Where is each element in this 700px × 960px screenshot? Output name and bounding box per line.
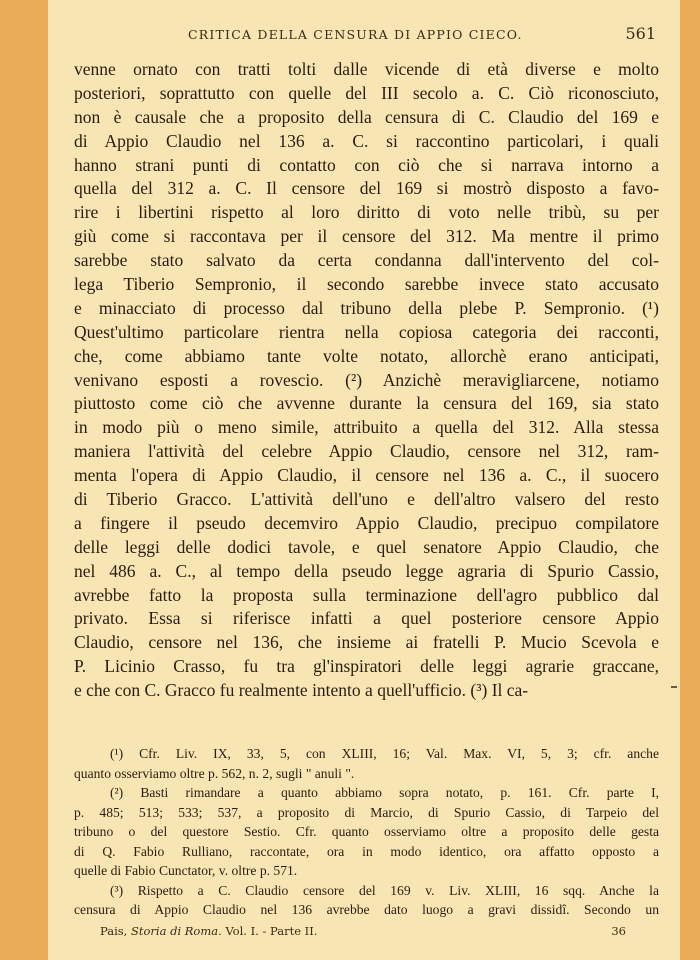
signature-mark: 36 (611, 924, 626, 938)
text-line: a fingere il pseudo decemviro Appio Claudio, precipuo compilatore (74, 512, 659, 533)
footnote-line: quanto osserviamo oltre p. 562, n. 2, sugli " anuli ". (74, 765, 355, 781)
main-text (74, 58, 659, 703)
footnote-line: di Q. Fabio Rulliano, raccontate, ora in modo identico, ora affatto opposto a (74, 843, 659, 859)
footnote-line: quelle di Fabio Cunctator, v. oltre p. 571. (74, 863, 298, 878)
text-line: non è causale che a proposito della censura di C. Claudio del 169 e (74, 106, 659, 127)
footnote-line: (³) Rispetto a C. Claudio censore del 169 v. Liv. XLIII, 16 sqq. Anche la (110, 882, 659, 898)
text-line: avrebbe fatto la proposta sulla terminazione dell'agro pubblico dal (74, 584, 659, 605)
text-line: maniera l'attività del celebre Appio Claudio, censore nel 312, ram- (74, 441, 659, 462)
text-line: Claudio, censore nel 136, che insieme ai fratelli P. Mucio Scevola e (74, 632, 659, 653)
page-number: 561 (625, 24, 656, 43)
text-line: hanno strani punti di contatto con ciò che si narrava intorno a (74, 154, 659, 175)
text-line: venne ornato con tratti tolti dalle vicende di età diverse e molto (74, 59, 659, 79)
footer-author: Pais, (100, 924, 128, 938)
footnote-line: (²) Basti rimandare a quanto abbiamo sopra notato, p. 161. Cfr. parte I, (110, 785, 659, 800)
text-line: in modo più o meno simile, attribuito a quella del 312. Alla stessa (74, 417, 659, 438)
footnote-line: censura di Appio Claudio nel 136 avrebbe dato luogo a gravi dissidî. Secondo un (74, 902, 659, 917)
text-line: di Tiberio Gracco. L'attività dell'uno e dell'altro valsero del resto (74, 489, 659, 510)
text-line: posteriori, soprattutto con quelle del III secolo a. C. Ciò riconosciuto, (74, 82, 659, 103)
text-line: venivano esposti a rovescio. (²) Anzichè meravigliarcene, notiamo (74, 369, 659, 390)
text-line: di Appio Claudio nel 136 a. C. si raccontino particolari, i quali (74, 130, 659, 151)
text-line: menta l'opera di Appio Claudio, il censore nel 136 a. C., il suocero (74, 465, 659, 486)
footnote-line: tribuno o del questore Sestio. Cfr. quanto osserviamo oltre a proposito delle gesta (74, 824, 659, 839)
margin-mark (671, 686, 677, 688)
text-line: rire i libertini rispetto al loro diritto di voto nelle tribù, su per (74, 202, 659, 223)
text-line: e che con C. Gracco fu realmente intento a quell'ufficio. (³) Il ca- (74, 680, 529, 701)
text-line: quella del 312 a. C. Il censore del 169 si mostrò disposto a favo- (74, 178, 659, 199)
footnote-line: (¹) Cfr. Liv. IX, 33, 5, con XLIII, 16; Val. Max. VI, 5, 3; cfr. anche (110, 746, 659, 761)
running-title: CRITICA DELLA CENSURA DI APPIO CIECO. (188, 27, 523, 42)
footer-volume: Vol. I. - Parte II. (225, 924, 318, 938)
text-line: nel 486 a. C., al tempo della pseudo legge agraria di Spurio Cassio, (74, 560, 659, 581)
text-line: piuttosto come ciò che avvenne durante la censura del 169, sia stato (74, 393, 659, 414)
text-line: lega Tiberio Sempronio, il secondo sarebbe invece stato accusato (74, 274, 659, 295)
footer-work: Storia di Roma. (130, 924, 222, 938)
text-line: e minacciato di processo dal tribuno della plebe P. Sempronio. (¹) (74, 297, 659, 318)
text-line: delle leggi delle dodici tavole, e quel senatore Appio Claudio, che (74, 536, 659, 557)
text-line: privato. Essa si riferisce infatti a quel posteriore censore Appio (74, 608, 659, 629)
text-line: Quest'ultimo particolare rientra nella copiosa categoria dei racconti, (74, 321, 659, 342)
text-line: P. Licinio Crasso, fu tra gl'inspiratori delle leggi agrarie graccane, (74, 656, 659, 677)
footnotes (74, 744, 659, 920)
text-line: giù come si raccontava per il censore del 312. Ma mentre il primo (74, 226, 659, 247)
page-footer (100, 924, 640, 938)
text-line: sarebbe stato salvato da certa condanna dall'intervento del col- (74, 250, 659, 271)
text-line: che, come abbiamo tante volte notato, allorchè erano anticipati, (74, 345, 659, 366)
footnote-line: p. 485; 513; 533; 537, a proposito di Marcio, di Spurio Cassio, di Tarpeio del (74, 804, 659, 820)
page-header (48, 24, 680, 46)
book-page (48, 0, 680, 960)
